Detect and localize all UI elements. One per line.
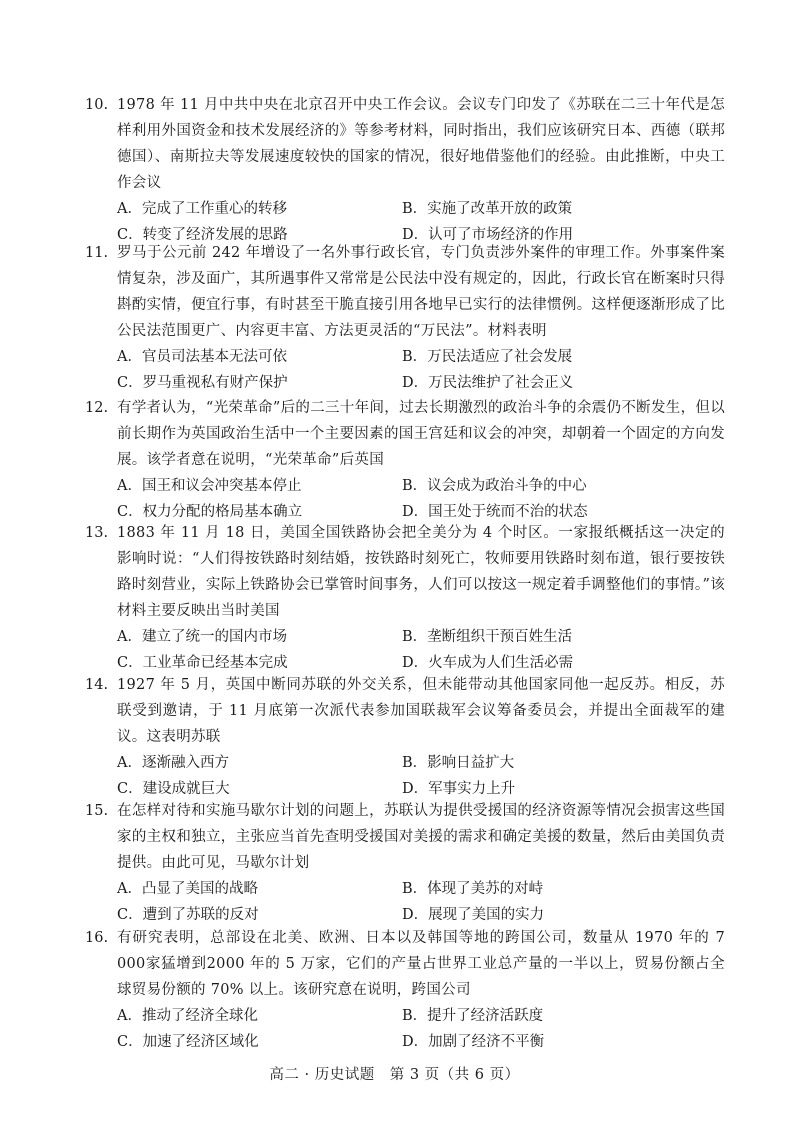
- question-number: 10.: [85, 97, 109, 113]
- question-10: [85, 92, 725, 248]
- option-d: D．万民法维护了社会正义: [402, 375, 574, 391]
- option-a: A．建立了统一的国内市场: [117, 629, 287, 645]
- question-number: 12.: [85, 400, 109, 416]
- option-c: C．转变了经济发展的思路: [117, 227, 288, 243]
- option-c: C．罗马重视私有财产保护: [117, 375, 288, 391]
- question-stem: 1978 年 11 月中共中央在北京召开中央工作会议。会议专门印发了《苏联在二三十年代是怎样利用外国资金和技术发展经济的》等参考材料，同时指出，我们应该研究日本、西德（联邦德国）、南斯拉夫等发展速度较快的国家的情况，很好地借鉴他们的经验。由此推断，中央工作会议: [117, 97, 725, 191]
- option-b: B．影响日益扩大: [402, 755, 515, 771]
- option-c: C．建设成就巨大: [117, 781, 230, 797]
- option-c: C．遭到了苏联的反对: [117, 907, 259, 923]
- question-stem: 罗马于公元前 242 年增设了一名外事行政长官，专门负责涉外案件的审理工作。外事案件案情复杂，涉及面广，其所遇事件又常常是公民法中没有规定的，因此，行政长官在断案时只得斟酌实情，便宜行事，有时甚至干脆直接引用各地早已实行的法律惯例。这样便逐渐形成了比公民法范围更广、内容更丰富、方法更灵活的“万民法”。材料表明: [117, 245, 725, 339]
- option-b: B．垄断组织干预百姓生活: [402, 629, 573, 645]
- option-d: D．国王处于统而不治的状态: [402, 504, 588, 520]
- option-d: D．认可了市场经济的作用: [402, 227, 574, 243]
- option-a: A．国王和议会冲突基本停止: [117, 478, 302, 494]
- question-number: 16.: [85, 930, 109, 946]
- option-c: C．权力分配的格局基本确立: [117, 504, 303, 520]
- question-stem: 1883 年 11 月 18 日，美国全国铁路协会把全美分为 4 个时区。一家报纸概括这一决定的影响时说：“人们得按铁路时刻结婚，按铁路时刻死亡，牧师要用铁路时刻布道，银行要按铁路时刻营业，实际上铁路协会已掌管时间事务，人们可以按这一规定着手调整他们的事情。”该材料主要反映出当时美国: [117, 525, 725, 619]
- question-stem: 有研究表明，总部设在北美、欧洲、日本以及韩国等地的跨国公司，数量从 1970 年的 7 000家猛增到2000 年的 5 万家，它们的产量占世界工业总产量的一半以上，贸易份额占全球贸易份额的 70% 以上。该研究意在说明，跨国公司: [117, 930, 725, 998]
- option-list: [117, 876, 725, 928]
- question-15: [85, 798, 725, 928]
- option-c: C．工业革命已经基本完成: [117, 655, 288, 671]
- option-b: B．万民法适应了社会发展: [402, 349, 573, 365]
- option-list: [117, 624, 725, 676]
- question-stem: 1927 年 5 月，英国中断同苏联的外交关系，但未能带动其他国家同他一起反苏。相反，苏联受到邀请，于 11 月底第一次派代表参加国联裁军会议筹备委员会，并提出全面裁军的建议。这表明苏联: [117, 677, 725, 745]
- option-list: [117, 1003, 725, 1055]
- option-a: A．凸显了美国的战略: [117, 881, 258, 897]
- option-a: A．官员司法基本无法可依: [117, 349, 287, 365]
- option-c: C．加速了经济区域化: [117, 1034, 259, 1050]
- question-12: [85, 395, 725, 525]
- option-b: B．体现了美苏的对峙: [402, 881, 544, 897]
- question-number: 15.: [85, 803, 109, 819]
- question-14: [85, 672, 725, 802]
- option-d: D．展现了美国的实力: [402, 907, 545, 923]
- option-b: B．实施了改革开放的政策: [402, 201, 573, 217]
- option-list: [117, 473, 725, 525]
- option-a: A．逐渐融入西方: [117, 755, 229, 771]
- option-d: D．加剧了经济不平衡: [402, 1034, 545, 1050]
- question-number: 14.: [85, 677, 109, 693]
- question-number: 13.: [85, 525, 109, 541]
- question-13: [85, 520, 725, 676]
- option-b: B．议会成为政治斗争的中心: [402, 478, 587, 494]
- option-a: A．推动了经济全球化: [117, 1008, 258, 1024]
- option-list: [117, 750, 725, 802]
- option-d: D．火车成为人们生活必需: [402, 655, 574, 671]
- option-list: [117, 344, 725, 396]
- page-footer: 高二 · 历史试题 第 3 页（共 6 页）: [269, 1067, 520, 1083]
- question-stem: 有学者认为，“光荣革命”后的二三十年间，过去长期激烈的政治斗争的余震仍不断发生，但以前长期作为英国政治生活中一个主要因素的国王宫廷和议会的冲突，却朝着一个固定的方向发展。该学者意在说明，“光荣革命”后英国: [117, 400, 725, 468]
- option-d: D．军事实力上升: [402, 781, 516, 797]
- option-a: A．完成了工作重心的转移: [117, 201, 287, 217]
- option-b: B．提升了经济活跃度: [402, 1008, 544, 1024]
- question-number: 11.: [85, 245, 109, 261]
- question-11: [85, 240, 725, 396]
- question-16: [85, 925, 725, 1055]
- question-stem: 在怎样对待和实施马歇尔计划的问题上，苏联认为提供受援国的经济资源等情况会损害这些国家的主权和独立，主张应当首先查明受援国对美援的需求和确定美援的数量，然后由美国负责提供。由此可见，马歇尔计划: [117, 803, 725, 871]
